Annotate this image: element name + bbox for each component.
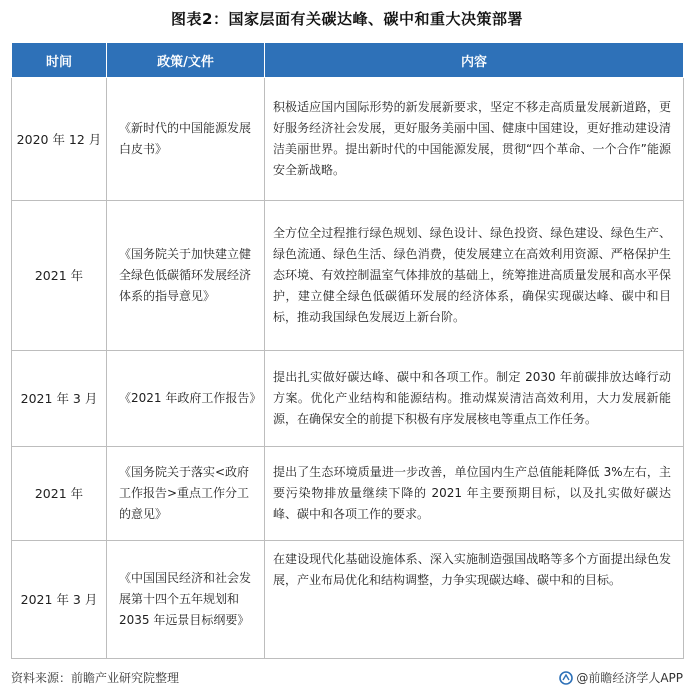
source-note: 资料来源：前瞻产业研究院整理 (11, 671, 180, 685)
row-time: 2021 年 3 月 (12, 351, 107, 447)
figure-title: 图表2：国家层面有关碳达峰、碳中和重大决策部署 (171, 10, 523, 28)
table-header-row (12, 43, 684, 78)
header-time: 时间 (12, 43, 107, 78)
row-time: 2021 年 3 月 (12, 541, 107, 659)
header-policy: 政策/文件 (107, 43, 265, 78)
row-policy: 《2021 年政府工作报告》 (107, 351, 265, 447)
table-row (12, 447, 684, 541)
row-content: 提出扎实做好碳达峰、碳中和各项工作。制定 2030 年前碳排放达峰行动方案。优化产业结构和能源结构。推动煤炭清洁高效利用，大力发展新能源，在确保安全的前提下积极有序发展核电等重点工作任务。 (265, 351, 684, 447)
table-row (12, 351, 684, 447)
row-policy: 《国务院关于加快建立健全绿色低碳循环发展经济体系的指导意见》 (107, 201, 265, 351)
row-content: 全方位全过程推行绿色规划、绿色设计、绿色投资、绿色建设、绿色生产、绿色流通、绿色生活、绿色消费，使发展建立在高效利用资源、严格保护生态环境、有效控制温室气体排放的基础上，统筹推进高质量发展和高水平保护，建立健全绿色低碳循环发展的经济体系，确保实现碳达峰、碳中和目标，推动我国绿色发展迈上新台阶。 (265, 201, 684, 351)
row-content: 在建设现代化基础设施体系、深入实施制造强国战略等多个方面提出绿色发展，产业布局优化和结构调整，力争实现碳达峰、碳中和的目标。 (265, 541, 684, 659)
row-time: 2020 年 12 月 (12, 78, 107, 201)
table-row (12, 541, 684, 659)
header-content: 内容 (265, 43, 684, 78)
brand-credit (559, 669, 683, 686)
row-content: 提出了生态环境质量进一步改善，单位国内生产总值能耗降低 3%左右，主要污染物排放量继续下降的 2021 年主要预期目标，以及扎实做好碳达峰、碳中和各项工作的要求。 (265, 447, 684, 541)
row-time: 2021 年 (12, 447, 107, 541)
row-policy: 《国务院关于落实<政府工作报告>重点工作分工的意见》 (107, 447, 265, 541)
table-row (12, 78, 684, 201)
row-content: 积极适应国内国际形势的新发展新要求，坚定不移走高质量发展新道路，更好服务经济社会发展，更好服务美丽中国、健康中国建设，更好推动建设清洁美丽世界。提出新时代的中国能源发展，贯彻“四个革命、一个合作”能源安全新战略。 (265, 78, 684, 201)
brand-label: @前瞻经济学人APP (576, 671, 683, 685)
row-policy: 《中国国民经济和社会发展第十四个五年规划和 2035 年远景目标纲要》 (107, 541, 265, 659)
table-row (12, 201, 684, 351)
row-policy: 《新时代的中国能源发展白皮书》 (107, 78, 265, 201)
brand-logo-icon (559, 671, 573, 685)
policy-table (11, 42, 684, 659)
row-time: 2021 年 (12, 201, 107, 351)
